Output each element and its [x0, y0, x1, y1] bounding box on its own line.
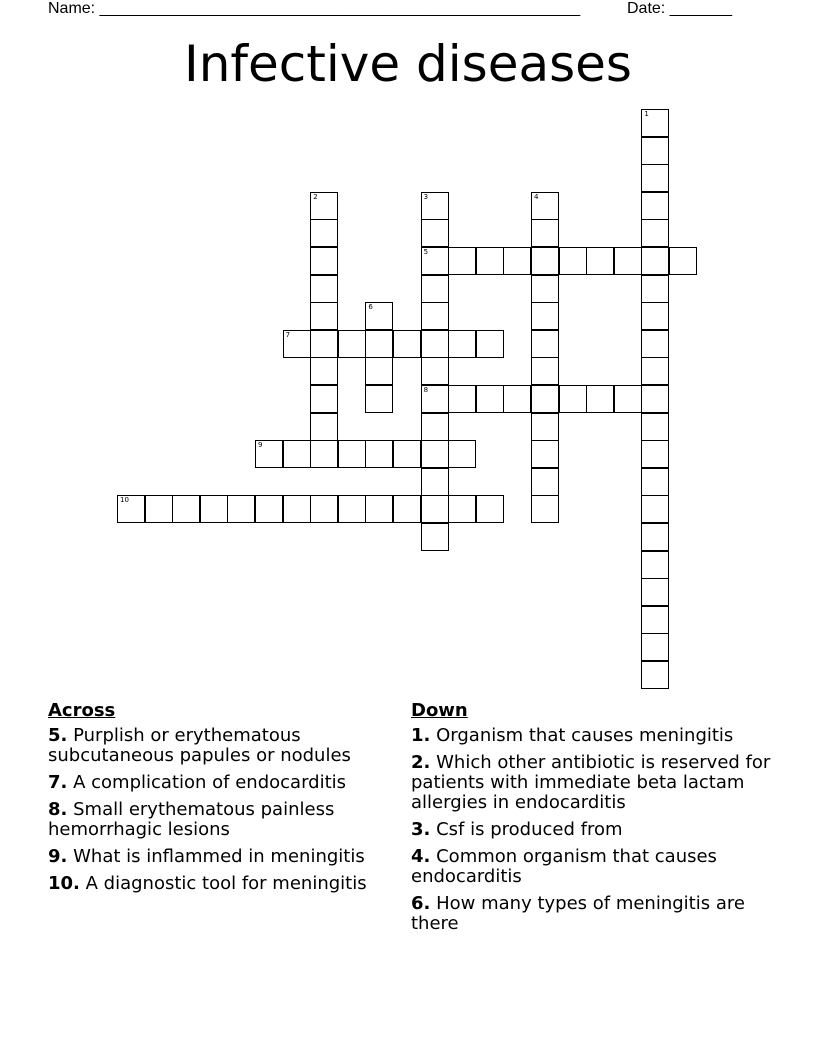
- crossword-cell[interactable]: [365, 385, 393, 413]
- crossword-cell[interactable]: [531, 440, 559, 468]
- crossword-cell[interactable]: [641, 551, 669, 579]
- clue-down-2: [411, 753, 771, 813]
- crossword-cell[interactable]: [310, 495, 338, 523]
- clue-text: What is inflammed in meningitis: [73, 846, 365, 867]
- crossword-cell[interactable]: [310, 440, 338, 468]
- crossword-cell[interactable]: [117, 495, 145, 523]
- clue-number: 8.: [48, 799, 68, 820]
- crossword-cell[interactable]: [421, 247, 449, 275]
- cell-number: 7: [285, 330, 291, 339]
- crossword-cell[interactable]: [255, 440, 283, 468]
- clue-text: Common organism that causes endocarditis: [411, 846, 717, 887]
- clue-text: Which other antibiotic is reserved for patients with immediate beta lactam allergies in endocarditis: [411, 752, 771, 813]
- crossword-cell[interactable]: [365, 330, 393, 358]
- clue-down-1: [411, 726, 771, 746]
- across-clues: [48, 700, 393, 901]
- clue-down-3: [411, 820, 771, 840]
- crossword-cell[interactable]: [421, 440, 449, 468]
- crossword-cell[interactable]: [255, 495, 283, 523]
- clue-text: A complication of endocarditis: [73, 772, 347, 793]
- crossword-cell[interactable]: [172, 495, 200, 523]
- clue-across-8: [48, 800, 393, 840]
- clue-number: 9.: [48, 846, 68, 867]
- crossword-cell[interactable]: [421, 330, 449, 358]
- crossword-cell[interactable]: [531, 385, 559, 413]
- crossword-cell[interactable]: [641, 192, 669, 220]
- crossword-cell[interactable]: [503, 247, 531, 275]
- crossword-cell[interactable]: [531, 275, 559, 303]
- crossword-cell[interactable]: [476, 330, 504, 358]
- crossword-cell[interactable]: [421, 275, 449, 303]
- clue-number: 2.: [411, 752, 431, 773]
- crossword-cell[interactable]: [365, 440, 393, 468]
- crossword-cell[interactable]: [448, 330, 476, 358]
- down-clues: [411, 700, 771, 941]
- crossword-cell[interactable]: [200, 495, 228, 523]
- crossword-cell[interactable]: [476, 385, 504, 413]
- crossword-cell[interactable]: [614, 247, 642, 275]
- crossword-cell[interactable]: [586, 247, 614, 275]
- crossword-cell[interactable]: [669, 247, 697, 275]
- crossword-cell[interactable]: [531, 413, 559, 441]
- clue-down-4: [411, 847, 771, 887]
- crossword-cell[interactable]: [310, 192, 338, 220]
- name-field-label: Name: ______________________________________________________: [48, 0, 581, 17]
- clue-number: 10.: [48, 873, 80, 894]
- cell-number: 2: [313, 192, 318, 201]
- crossword-cell[interactable]: [365, 302, 393, 330]
- crossword-cell[interactable]: [421, 385, 449, 413]
- crossword-cell[interactable]: [283, 495, 311, 523]
- crossword-cell[interactable]: [641, 495, 669, 523]
- crossword-cell[interactable]: [448, 385, 476, 413]
- crossword-cell[interactable]: [448, 440, 476, 468]
- clue-number: 4.: [411, 846, 431, 867]
- cell-number: 10: [120, 496, 129, 505]
- crossword-cell[interactable]: [641, 661, 669, 689]
- crossword-cell[interactable]: [421, 413, 449, 441]
- crossword-cell[interactable]: [531, 330, 559, 358]
- crossword-cell[interactable]: [559, 385, 587, 413]
- across-heading: Across: [48, 700, 116, 721]
- clue-text: Csf is produced from: [436, 819, 623, 840]
- crossword-cell[interactable]: [641, 578, 669, 606]
- crossword-cell[interactable]: [641, 109, 669, 137]
- clue-number: 6.: [411, 893, 431, 914]
- clue-number: 5.: [48, 725, 68, 746]
- crossword-cell[interactable]: [641, 606, 669, 634]
- crossword-cell[interactable]: [476, 495, 504, 523]
- cell-number: 3: [423, 192, 429, 201]
- crossword-cell[interactable]: [641, 385, 669, 413]
- clue-text: How many types of meningitis are there: [411, 893, 745, 934]
- crossword-cell[interactable]: [641, 468, 669, 496]
- clue-across-10: [48, 874, 393, 894]
- crossword-cell[interactable]: [421, 357, 449, 385]
- crossword-cell[interactable]: [531, 302, 559, 330]
- clue-number: 3.: [411, 819, 431, 840]
- crossword-cell[interactable]: [641, 357, 669, 385]
- clue-across-7: [48, 773, 393, 793]
- crossword-cell[interactable]: [310, 385, 338, 413]
- crossword-cell[interactable]: [614, 385, 642, 413]
- clue-text: A diagnostic tool for meningitis: [85, 873, 367, 894]
- crossword-cell[interactable]: [310, 219, 338, 247]
- clue-text: Purplish or erythematous subcutaneous papules or nodules: [48, 725, 351, 766]
- crossword-cell[interactable]: [559, 247, 587, 275]
- crossword-cell[interactable]: [421, 192, 449, 220]
- crossword-cell[interactable]: [531, 192, 559, 220]
- crossword-cell[interactable]: [531, 357, 559, 385]
- clue-number: 1.: [411, 725, 431, 746]
- crossword-cell[interactable]: [641, 523, 669, 551]
- crossword-cell[interactable]: [641, 330, 669, 358]
- crossword-cell[interactable]: [641, 247, 669, 275]
- crossword-cell[interactable]: [586, 385, 614, 413]
- crossword-cell[interactable]: [310, 357, 338, 385]
- crossword-cell[interactable]: [365, 495, 393, 523]
- clue-text: Small erythematous painless hemorrhagic lesions: [48, 799, 335, 840]
- crossword-cell[interactable]: [503, 385, 531, 413]
- crossword-cell[interactable]: [641, 413, 669, 441]
- crossword-cell[interactable]: [421, 302, 449, 330]
- clue-across-5: [48, 726, 393, 766]
- clue-across-9: [48, 847, 393, 867]
- crossword-cell[interactable]: [641, 164, 669, 192]
- crossword-cell[interactable]: [145, 495, 173, 523]
- crossword-cell[interactable]: [641, 219, 669, 247]
- crossword-cell[interactable]: [393, 440, 421, 468]
- date-field-label: Date: _______: [627, 0, 732, 17]
- down-heading: Down: [411, 700, 468, 721]
- crossword-cell[interactable]: [421, 219, 449, 247]
- crossword-cell[interactable]: [641, 633, 669, 661]
- clue-text: Organism that causes meningitis: [436, 725, 734, 746]
- cell-number: 5: [423, 248, 429, 256]
- crossword-cell[interactable]: [310, 413, 338, 441]
- crossword-cell[interactable]: [310, 330, 338, 358]
- crossword-cell[interactable]: [310, 247, 338, 275]
- clue-down-6: [411, 894, 771, 934]
- crossword-cell[interactable]: [227, 495, 255, 523]
- cell-number: 4: [534, 192, 539, 201]
- crossword-cell[interactable]: [641, 302, 669, 330]
- crossword-cell[interactable]: [448, 247, 476, 275]
- crossword-cell[interactable]: [393, 495, 421, 523]
- crossword-cell[interactable]: [310, 302, 338, 330]
- crossword-cell[interactable]: [531, 247, 559, 275]
- crossword-cell[interactable]: [338, 440, 366, 468]
- crossword-cell[interactable]: [421, 523, 449, 551]
- crossword-cell[interactable]: [531, 219, 559, 247]
- crossword-cell[interactable]: [310, 275, 338, 303]
- page-title: Infective diseases: [184, 35, 632, 93]
- cell-number: 8: [423, 386, 429, 394]
- crossword-cell[interactable]: [641, 137, 669, 165]
- crossword-cell[interactable]: [448, 495, 476, 523]
- crossword-cell[interactable]: [531, 468, 559, 496]
- crossword-cell[interactable]: [641, 275, 669, 303]
- clue-number: 7.: [48, 772, 68, 793]
- crossword-cell[interactable]: [283, 440, 311, 468]
- cell-number: 1: [644, 110, 649, 118]
- crossword-cell[interactable]: [421, 495, 449, 523]
- crossword-cell[interactable]: [531, 495, 559, 523]
- cell-number: 6: [368, 303, 373, 312]
- cell-number: 9: [258, 441, 263, 450]
- crossword-cell[interactable]: [421, 468, 449, 496]
- crossword-cell[interactable]: [338, 330, 366, 358]
- crossword-cell[interactable]: [338, 495, 366, 523]
- crossword-cell[interactable]: [476, 247, 504, 275]
- crossword-cell[interactable]: [641, 440, 669, 468]
- crossword-cell[interactable]: [365, 357, 393, 385]
- crossword-cell[interactable]: [283, 330, 311, 358]
- crossword-cell[interactable]: [393, 330, 421, 358]
